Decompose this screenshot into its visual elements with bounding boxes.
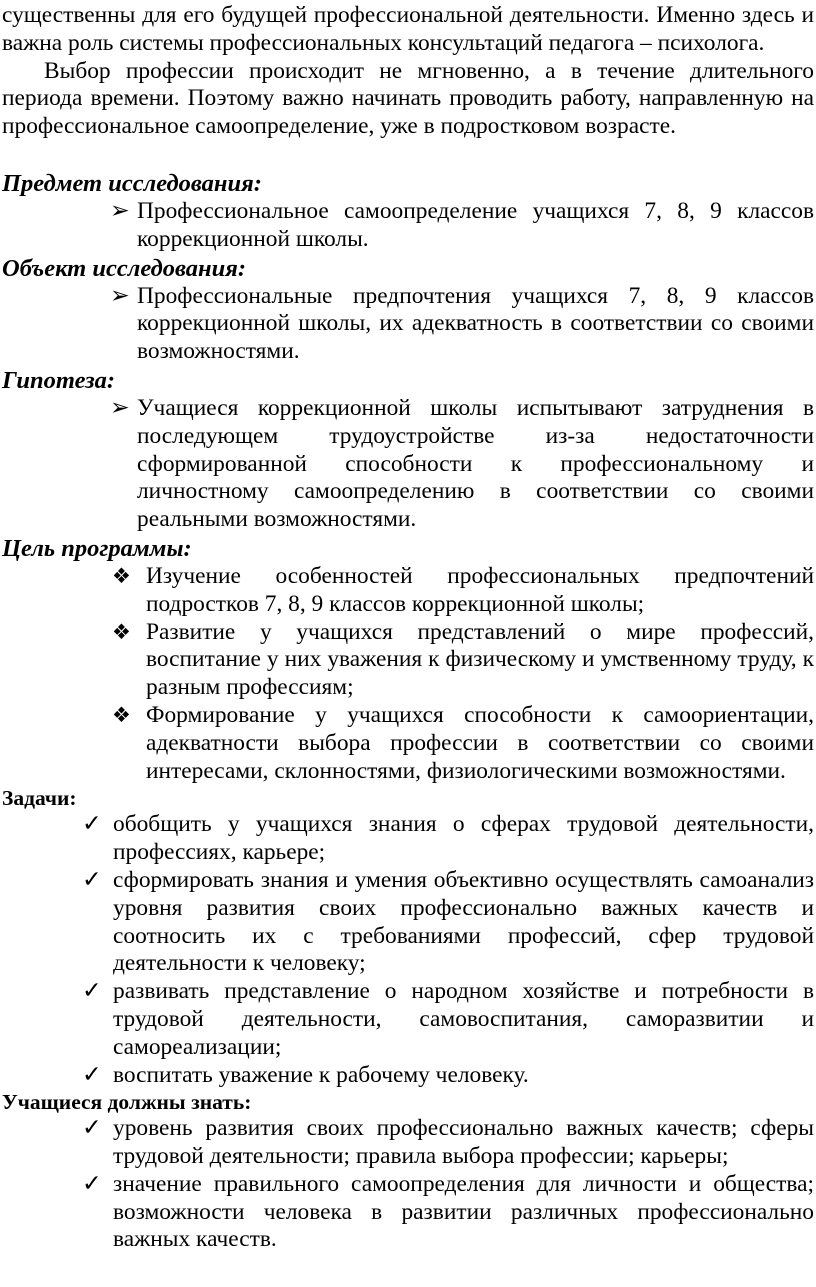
should-know-heading: Учащиеся должны знать:	[2, 1090, 252, 1115]
arrow-bullet-icon: ➢	[110, 197, 130, 224]
diamond-bullet-icon: ❖	[112, 619, 131, 644]
hypothesis-list	[2, 395, 814, 534]
list-item	[2, 978, 814, 1061]
check-bullet-icon: ✓	[82, 1170, 102, 1197]
should-know-list	[2, 1115, 814, 1254]
intro-paragraph-2: Выбор профессии происходит не мгновенно, а в течение длительного периода времени. Поэтому важно начинать проводить работу, направленную на профессиональное самоопределение, уже в подростковом возрасте.	[2, 57, 814, 140]
list-item-text: развивать представление о народном хозяйстве и потребности в трудовой деятельности, самовоспитания, саморазвитии и самореализации;	[113, 978, 814, 1060]
list-item	[2, 619, 814, 702]
list-item	[2, 1115, 814, 1171]
list-item-text: воспитать уважение к рабочему человеку.	[113, 1061, 529, 1088]
goal-heading: Цель программы:	[2, 534, 192, 562]
check-bullet-icon: ✓	[82, 811, 102, 838]
list-item-text: значение правильного самоопределения для личности и общества; возможности человека в развитии различных профессионально важных качеств.	[113, 1170, 814, 1253]
list-item-text: Изучение особенностей профессиональных предпочтений подростков 7, 8, 9 классов коррекционной школы;	[146, 562, 814, 617]
arrow-bullet-icon: ➢	[110, 282, 130, 309]
list-item	[2, 702, 814, 785]
list-item	[2, 1062, 814, 1090]
goal-list	[2, 563, 814, 785]
tasks-heading: Задачи:	[2, 786, 77, 811]
list-item	[2, 867, 814, 978]
list-item	[2, 395, 814, 534]
list-item-text: Профессиональное самоопределение учащихся 7, 8, 9 классов коррекционной школы.	[137, 197, 814, 252]
intro-paragraph-1: существенны для его будущей профессиональной деятельности. Именно здесь и важна роль системы профессиональных консультаций педагога – психолога.	[2, 2, 814, 56]
list-item-text: Развитие у учащихся представлений о мире профессий, воспитание у них уважения к физическому и умственному труду, к разным профессиям;	[146, 618, 814, 701]
list-item-text: Профессиональные предпочтения учащихся 7, 8, 9 классов коррекционной школы, их адекватность в соответствии со своими возможностями.	[137, 282, 814, 365]
list-item	[2, 811, 814, 867]
diamond-bullet-icon: ❖	[112, 563, 131, 588]
check-bullet-icon: ✓	[82, 1115, 102, 1142]
diamond-bullet-icon: ❖	[112, 702, 131, 727]
object-list	[2, 283, 814, 366]
subject-heading: Предмет исследования:	[2, 169, 262, 197]
check-bullet-icon: ✓	[82, 1061, 102, 1088]
list-item	[2, 563, 814, 619]
check-bullet-icon: ✓	[82, 866, 102, 893]
list-item-text: Учащиеся коррекционной школы испытывают затруднения в последующем трудоустройстве из-за недостаточности сформированной способности к профессиональному и личностному самоопределению в соответствии со своими реальными возможностями.	[137, 394, 814, 533]
list-item-text: обобщить у учащихся знания о сферах трудовой деятельности, профессиях, карьере;	[113, 811, 814, 866]
list-item	[2, 1171, 814, 1254]
hypothesis-heading: Гипотеза:	[2, 366, 116, 394]
tasks-list	[2, 811, 814, 1089]
subject-list	[2, 198, 814, 254]
list-item-text: сформировать знания и умения объективно осуществлять самоанализ уровня развития своих профессионально важных качеств и соотносить их с требованиями профессий, сфер трудовой деятельности к человеку;	[113, 866, 814, 977]
blank-line	[2, 141, 814, 169]
list-item	[2, 283, 814, 366]
check-bullet-icon: ✓	[82, 978, 102, 1005]
list-item	[2, 198, 814, 254]
object-heading: Объект исследования:	[2, 254, 247, 282]
list-item-text: Формирование у учащихся способности к самоориентации, адекватности выбора профессии в соответствии со своими интересами, склонностями, физиологическими возможностями.	[146, 701, 814, 784]
list-item-text: уровень развития своих профессионально важных качеств; сферы трудовой деятельности; правила выбора профессии; карьеры;	[113, 1115, 814, 1170]
arrow-bullet-icon: ➢	[110, 394, 130, 421]
